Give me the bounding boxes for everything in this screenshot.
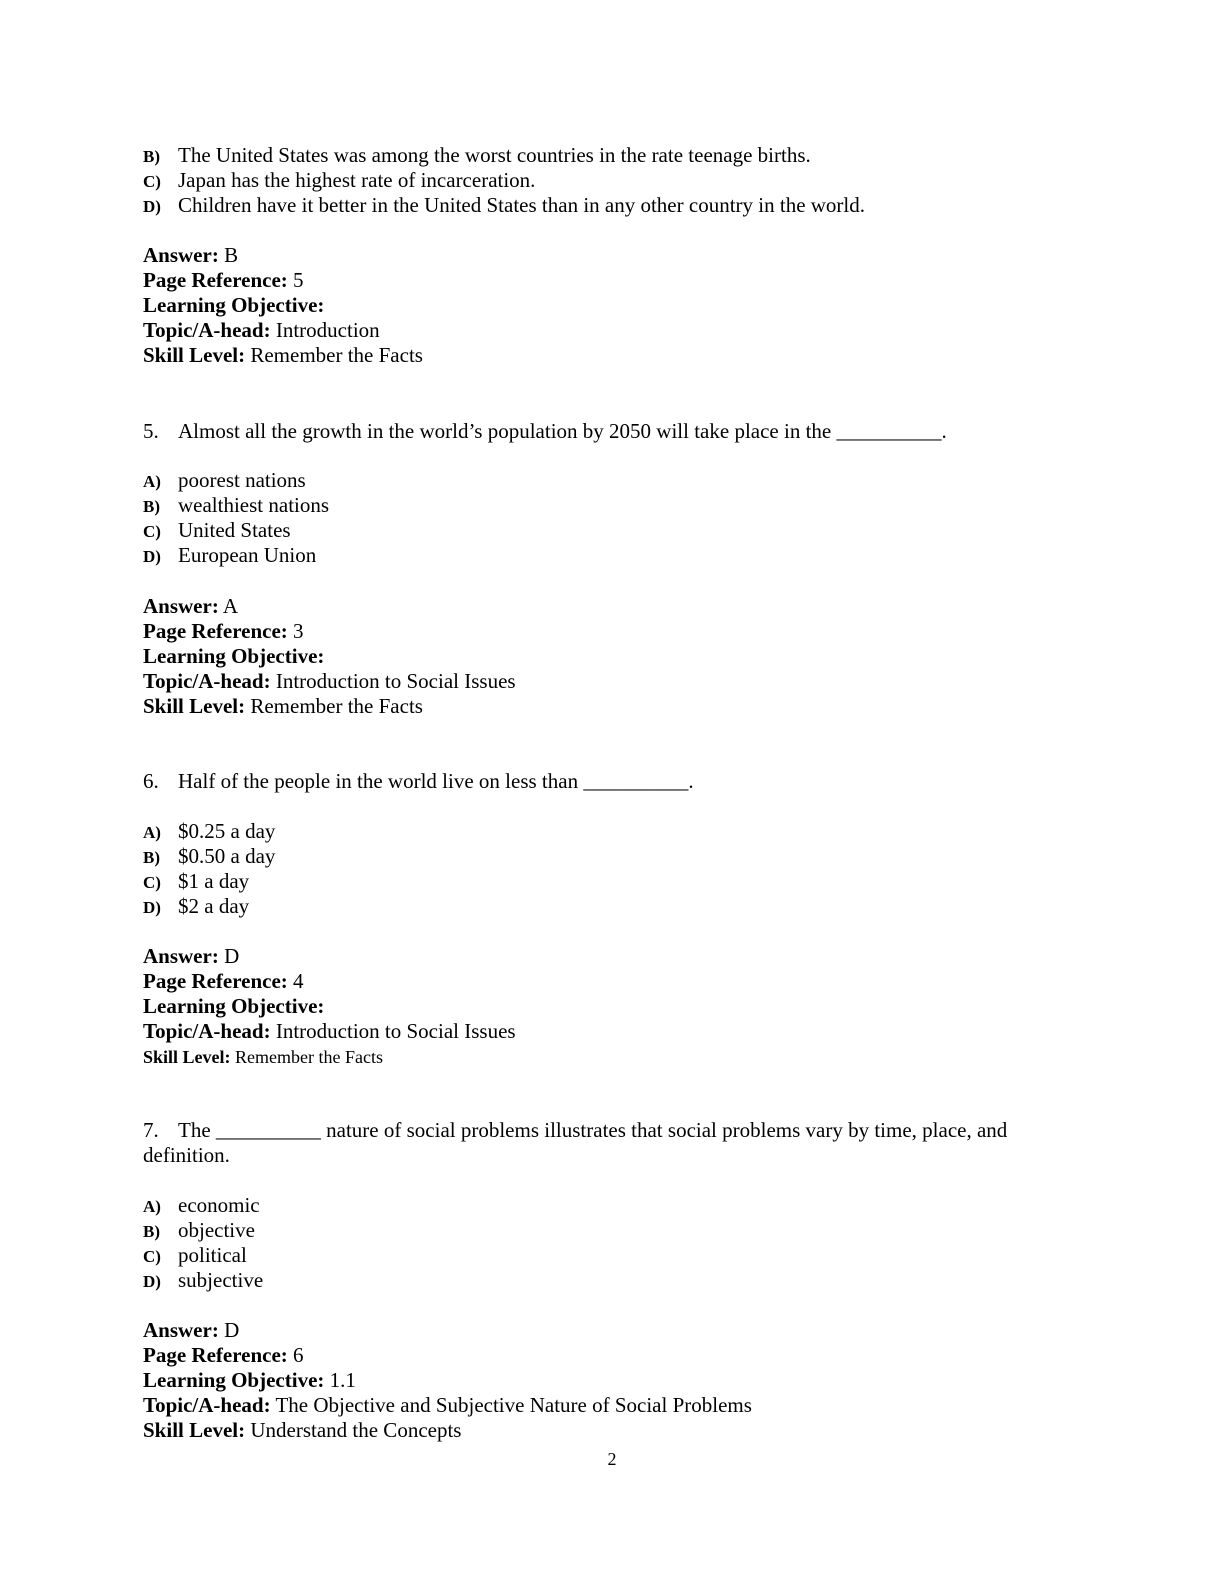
q4-page-reference [143, 268, 304, 293]
q6-question [143, 769, 694, 794]
learning-objective-label: Learning Objective: [143, 644, 325, 668]
q4-answer [143, 243, 238, 268]
option-text: political [178, 1243, 247, 1267]
topic-value: Introduction to Social Issues [270, 1019, 516, 1043]
q6-option-d [143, 894, 249, 920]
option-text: Children have it better in the United States than in any other country in the world. [178, 193, 866, 217]
answer-label: Answer: [143, 944, 219, 968]
page-reference-value: 4 [287, 969, 304, 993]
answer-value: D [218, 1318, 240, 1342]
q7-learning-objective [143, 1368, 356, 1393]
learning-objective-value: 1.1 [324, 1368, 356, 1392]
option-letter: C) [143, 172, 161, 191]
q7-option-a [143, 1193, 260, 1219]
page-reference-value: 3 [287, 619, 304, 643]
q5-topic [143, 669, 516, 694]
q6-page-reference [143, 969, 304, 994]
option-text: wealthiest nations [178, 493, 330, 517]
option-letter: D) [143, 547, 161, 566]
option-text: $0.25 a day [178, 819, 276, 843]
q4-option-c [143, 168, 535, 194]
option-text: poorest nations [178, 468, 306, 492]
answer-value: B [218, 243, 239, 267]
page-reference-value: 5 [287, 268, 304, 292]
q6-answer [143, 944, 239, 969]
skill-level-label: Skill Level: [143, 694, 246, 718]
question-number: 6. [143, 769, 159, 793]
topic-value: Introduction to Social Issues [270, 669, 516, 693]
option-letter: D) [143, 1272, 161, 1291]
question-text: Half of the people in the world live on less than __________. [178, 769, 694, 793]
option-letter: B) [143, 1222, 160, 1241]
q7-answer [143, 1318, 239, 1343]
answer-label: Answer: [143, 1318, 219, 1342]
q7-option-d [143, 1268, 263, 1294]
q7-skill-level [143, 1418, 461, 1443]
question-text: The __________ nature of social problems illustrates that social problems vary by time, place, and definition. [143, 1118, 1008, 1167]
skill-level-label: Skill Level: [143, 343, 246, 367]
option-letter: D) [143, 197, 161, 216]
q7-topic [143, 1393, 752, 1418]
option-text: United States [178, 518, 291, 542]
option-letter: D) [143, 898, 161, 917]
question-text: Almost all the growth in the world’s population by 2050 will take place in the __________. [178, 419, 947, 443]
page-reference-label: Page Reference: [143, 969, 288, 993]
option-letter: A) [143, 472, 161, 491]
q7-option-b [143, 1218, 255, 1244]
topic-label: Topic/A-head: [143, 669, 271, 693]
question-number: 7. [143, 1118, 159, 1142]
page-reference-value: 6 [287, 1343, 304, 1367]
option-text: $0.50 a day [178, 844, 276, 868]
q4-learning-objective [143, 293, 324, 318]
option-letter: A) [143, 823, 161, 842]
page-reference-label: Page Reference: [143, 268, 288, 292]
learning-objective-label: Learning Objective: [143, 1368, 325, 1392]
option-text: objective [178, 1218, 255, 1242]
topic-label: Topic/A-head: [143, 318, 271, 342]
topic-value: Introduction [270, 318, 380, 342]
q7-page-reference [143, 1343, 304, 1368]
option-letter: C) [143, 522, 161, 541]
q5-learning-objective [143, 644, 324, 669]
q5-page-reference [143, 619, 304, 644]
answer-value: A [218, 594, 239, 618]
q5-option-c [143, 518, 291, 544]
skill-level-label: Skill Level: [143, 1047, 231, 1067]
option-text: The United States was among the worst countries in the rate teenage births. [178, 143, 811, 167]
option-text: European Union [178, 543, 317, 567]
topic-label: Topic/A-head: [143, 1393, 271, 1417]
q6-topic [143, 1019, 516, 1044]
option-text: economic [178, 1193, 260, 1217]
option-letter: A) [143, 1197, 161, 1216]
q5-answer [143, 594, 238, 619]
option-letter: B) [143, 147, 160, 166]
answer-label: Answer: [143, 243, 219, 267]
q7-option-c [143, 1243, 247, 1269]
question-number: 5. [143, 419, 159, 443]
page-reference-label: Page Reference: [143, 619, 288, 643]
q6-option-c [143, 869, 249, 895]
option-text: $1 a day [178, 869, 250, 893]
q5-question [143, 419, 947, 444]
answer-value: D [218, 944, 240, 968]
q7-question [143, 1118, 1063, 1168]
q4-skill-level [143, 343, 423, 368]
option-text: $2 a day [178, 894, 250, 918]
q5-option-d [143, 543, 316, 569]
topic-value: The Objective and Subjective Nature of Social Problems [270, 1393, 752, 1417]
option-letter: B) [143, 497, 160, 516]
page-reference-label: Page Reference: [143, 1343, 288, 1367]
learning-objective-label: Learning Objective: [143, 293, 325, 317]
option-letter: C) [143, 873, 161, 892]
q4-option-b [143, 143, 811, 169]
q4-topic [143, 318, 380, 343]
option-letter: B) [143, 848, 160, 867]
skill-level-value: Remember the Facts [245, 343, 423, 367]
option-letter: C) [143, 1247, 161, 1266]
page-number: 2 [607, 1449, 617, 1469]
skill-level-value: Understand the Concepts [245, 1418, 462, 1442]
q6-option-b [143, 844, 275, 870]
skill-level-label: Skill Level: [143, 1418, 246, 1442]
q4-option-d [143, 193, 865, 219]
skill-level-value: Remember the Facts [230, 1047, 383, 1067]
learning-objective-label: Learning Objective: [143, 994, 325, 1018]
skill-level-value: Remember the Facts [245, 694, 423, 718]
answer-label: Answer: [143, 594, 219, 618]
q6-skill-level [143, 1045, 383, 1070]
q5-option-b [143, 493, 329, 519]
option-text: Japan has the highest rate of incarceration. [178, 168, 536, 192]
q6-learning-objective [143, 994, 324, 1019]
q6-option-a [143, 819, 275, 845]
q5-skill-level [143, 694, 423, 719]
option-text: subjective [178, 1268, 264, 1292]
topic-label: Topic/A-head: [143, 1019, 271, 1043]
q5-option-a [143, 468, 306, 494]
